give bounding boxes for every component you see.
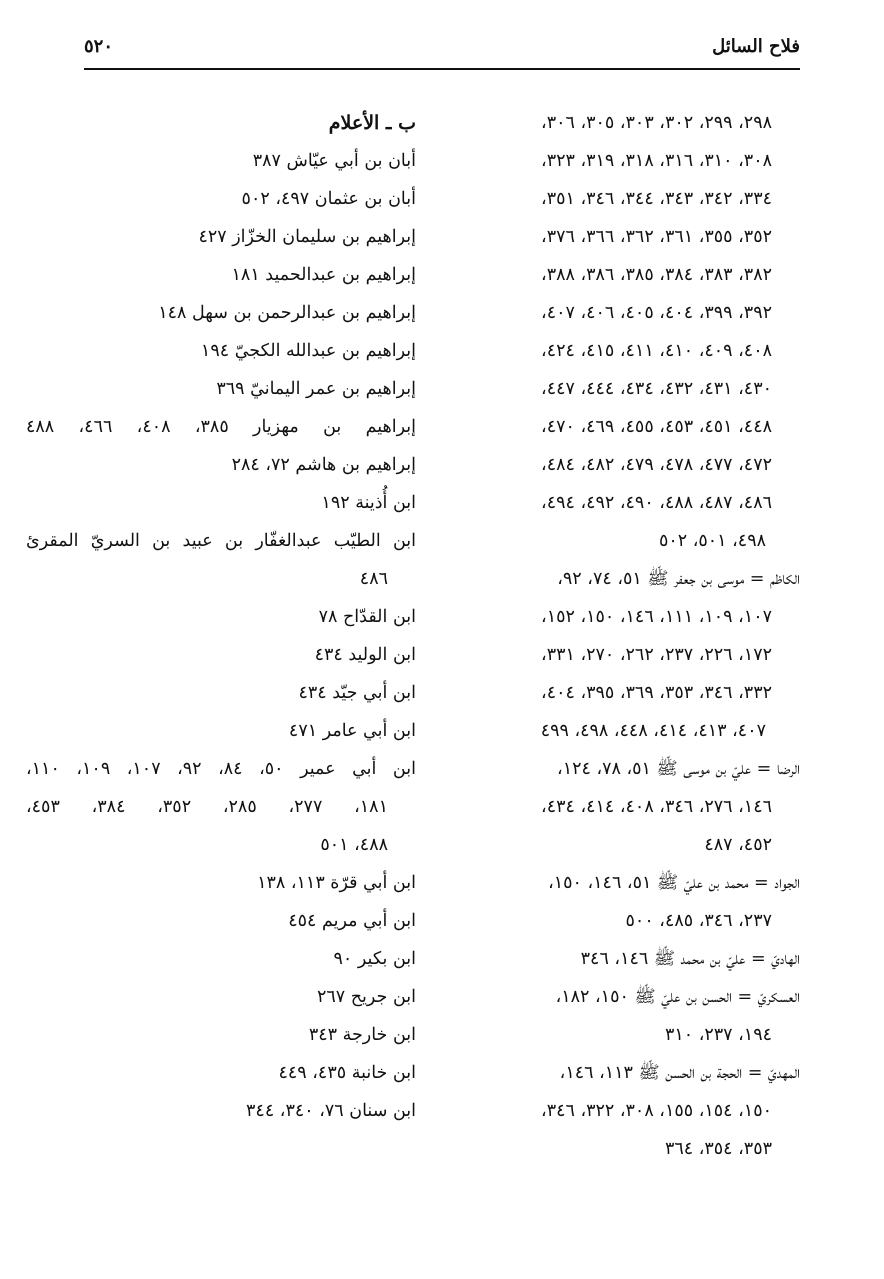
index-entry-line: ١٩٤، ٢٣٧، ٣١٠ — [664, 1025, 772, 1045]
index-entry-line: أبان بن أبي عيّاش ٣٨٧ — [252, 151, 416, 171]
index-entry-line: إبراهيم بن سليمان الخزّاز ٤٢٧ — [198, 227, 416, 247]
index-entry-line: إبراهيم بن عبدالرحمن بن سهل ١٤٨ — [158, 303, 416, 323]
index-entry-line: أبان بن عثمان ٤٩٧، ٥٠٢ — [241, 189, 416, 209]
index-entry-line: ٢٩٨، ٢٩٩، ٣٠٢، ٣٠٣، ٣٠٥، ٣٠٦، — [541, 113, 772, 133]
index-entry-line: ٤٥٢، ٤٨٧ — [704, 835, 772, 855]
index-entry-line: ابن أبي مريم ٤٥٤ — [288, 911, 416, 931]
index-entry-line: ٢٣٧، ٣٤٦، ٤٨٥، ٥٠٠ — [625, 911, 772, 931]
index-entry-line: ابن أُذينة ١٩٢ — [321, 493, 416, 513]
index-entry-line: إبراهيم بن هاشم ٧٢، ٢٨٤ — [231, 455, 416, 475]
index-entry-line: إبراهيم بن عبدالحميد ١٨١ — [231, 265, 416, 285]
index-column-left — [26, 104, 416, 1130]
index-entry-line: ٤٨٨، ٥٠١ — [320, 835, 388, 855]
index-entry-line: ٣٨٢، ٣٨٣، ٣٨٤، ٣٨٥، ٣٨٦، ٣٨٨، — [541, 265, 772, 285]
index-entry-line: الرضا = عليّ بن موسى ﷺ ٥١، ٧٨، ١٢٤، — [557, 759, 800, 779]
index-entry-line: ٤٧٢، ٤٧٧، ٤٧٨، ٤٧٩، ٤٨٢، ٤٨٤، — [541, 455, 772, 475]
index-column-right — [470, 104, 800, 1168]
index-entry-line: ٣٠٨، ٣١٠، ٣١٦، ٣١٨، ٣١٩، ٣٢٣، — [541, 151, 772, 171]
index-entry-line: ابن جريح ٢٦٧ — [316, 987, 416, 1007]
index-entry-line: الكاظم = موسى بن جعفر ﷺ ٥١، ٧٤، ٩٢، — [557, 569, 800, 589]
index-entry-line: ابن الطيّب عبدالغفّار بن عبيد بن السريّ المقرئ — [26, 531, 416, 551]
index-entry-line: ابن سنان ٧٦، ٣٤٠، ٣٤٤ — [246, 1101, 416, 1121]
index-entry-line: ابن أبي عمير ٥٠، ٨٤، ٩٢، ١٠٧، ١٠٩، ١١٠، — [26, 759, 416, 779]
running-title: فلاح السائل — [712, 36, 800, 57]
index-entry-line: ٣٣٤، ٣٤٢، ٣٤٣، ٣٤٤، ٣٤٦، ٣٥١، — [541, 189, 772, 209]
index-entry-line: ابن أبي جيّد ٤٣٤ — [298, 683, 416, 703]
index-entry-line: ٣٩٢، ٣٩٩، ٤٠٤، ٤٠٥، ٤٠٦، ٤٠٧، — [541, 303, 772, 323]
index-entry-line: ١٧٢، ٢٢٦، ٢٣٧، ٢٦٢، ٢٧٠، ٣٣١، — [541, 645, 772, 665]
index-entry-line: ابن الوليد ٤٣٤ — [314, 645, 416, 665]
index-entry-line: ٣٣٢، ٣٤٦، ٣٥٣، ٣٦٩، ٣٩٥، ٤٠٤، — [541, 683, 772, 703]
index-entry-line: ابن بكير ٩٠ — [333, 949, 416, 969]
index-entry-line: ٤٨٦، ٤٨٧، ٤٨٨، ٤٩٠، ٤٩٢، ٤٩٤، — [541, 493, 772, 513]
index-entry-line: ١٥٠، ١٥٤، ١٥٥، ٣٠٨، ٣٢٢، ٣٤٦، — [541, 1101, 772, 1121]
index-entry-line: إبراهيم بن مهزيار ٣٨٥، ٤٠٨، ٤٦٦، ٤٨٨ — [26, 417, 416, 437]
index-entry-line: إبراهيم بن عمر اليمانيّ ٣٦٩ — [216, 379, 416, 399]
index-entry-line: الهاديّ = عليّ بن محمد ﷺ ١٤٦، ٣٤٦ — [580, 949, 800, 969]
index-entry-line: الجواد = محمد بن عليّ ﷺ ٥١، ١٤٦، ١٥٠، — [548, 873, 800, 893]
index-entry-line: ٤٠٧، ٤١٣، ٤١٤، ٤٤٨، ٤٩٨، ٤٩٩ — [540, 721, 766, 741]
index-entry-line: ٣٥٣، ٣٥٤، ٣٦٤ — [664, 1139, 772, 1159]
index-entry-line: ٤٠٨، ٤٠٩، ٤١٠، ٤١١، ٤١٥، ٤٢٤، — [541, 341, 772, 361]
page-header — [84, 34, 800, 70]
page-number: ٥٢٠ — [84, 36, 114, 57]
index-entry-line: ابن خانبة ٤٣٥، ٤٤٩ — [278, 1063, 416, 1083]
index-entry-line: ١٠٧، ١٠٩، ١١١، ١٤٦، ١٥٠، ١٥٢، — [541, 607, 772, 627]
index-entry-line: ٤٨٦ — [359, 569, 388, 589]
index-entry-line: ٤٩٨، ٥٠١، ٥٠٢ — [658, 531, 766, 551]
index-entry-line: ٤٣٠، ٤٣١، ٤٣٢، ٤٣٤، ٤٤٤، ٤٤٧، — [541, 379, 772, 399]
index-entry-line: ابن أبي قرّة ١١٣، ١٣٨ — [257, 873, 416, 893]
index-entry-line: إبراهيم بن عبدالله الكجيّ ١٩٤ — [200, 341, 416, 361]
index-entry-line: ٣٥٢، ٣٥٥، ٣٦١، ٣٦٢، ٣٦٦، ٣٧٦، — [541, 227, 772, 247]
index-entry-line: ابن خارجة ٣٤٣ — [308, 1025, 416, 1045]
section-heading: ب ـ الأعلام — [328, 112, 416, 134]
index-entry-line: ابن القدّاح ٧٨ — [318, 607, 416, 627]
index-entry-line: ٤٤٨، ٤٥١، ٤٥٣، ٤٥٥، ٤٦٩، ٤٧٠، — [541, 417, 772, 437]
index-entry-line: المهديّ = الحجة بن الحسن ﷺ ١١٣، ١٤٦، — [559, 1063, 800, 1083]
index-entry-line: ١٨١، ٢٧٧، ٢٨٥، ٣٥٢، ٣٨٤، ٤٥٣، — [26, 797, 388, 817]
index-entry-line: العسكريّ = الحسن بن عليّ ﷺ ١٥٠، ١٨٢، — [555, 987, 800, 1007]
index-entry-line: ١٤٦، ٢٧٦، ٣٤٦، ٤٠٨، ٤١٤، ٤٣٤، — [541, 797, 772, 817]
index-entry-line: ابن أبي عامر ٤٧١ — [288, 721, 416, 741]
